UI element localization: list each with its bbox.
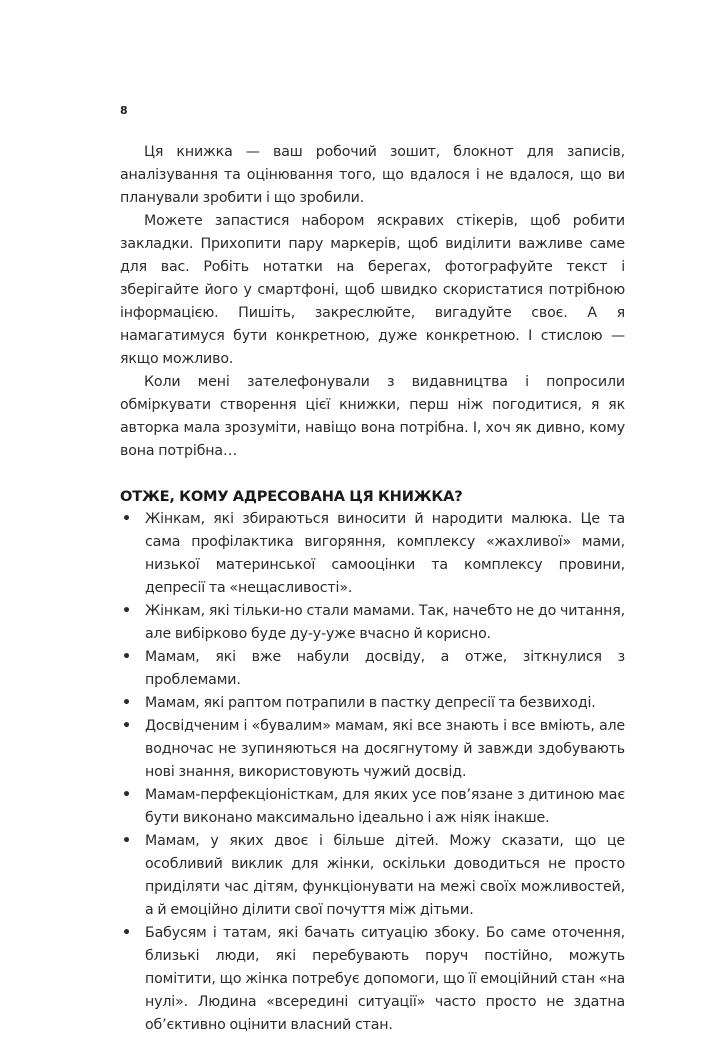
list-item	[120, 830, 625, 922]
list-item-text: Мамам, які вже набули досвіду, а отже, зіткнулися з проблемами.	[145, 649, 625, 688]
bullet-icon: •	[122, 695, 131, 711]
list-item	[120, 692, 625, 715]
page-body	[120, 141, 625, 1037]
list-item	[120, 508, 625, 600]
list-item-text: Жінкам, які збираються виносити й народити малюка. Це та сама профілактика вигоряння, комплексу «жахливої» мами, низької материнської самооцінки та комплексу провини, депресії та «нещасливості».	[145, 511, 625, 596]
list-item-text: Мамам, у яких двоє і більше дітей. Можу сказати, що це особливий виклик для жінки, оскільки доводиться не просто приділяти час дітям, функціонувати на межі своїх можливостей, а й емоційно ділити свої почуття між дітьми.	[145, 833, 625, 918]
list-item-text: Бабусям і татам, які бачать ситуацію збоку. Бо саме оточення, близькі люди, які перебувають поруч постійно, можуть помітити, що жінка потребує допомоги, що її емоційний стан «на нулі». Людина «всередині ситуації» часто просто не здатна об’єктивно оцінити власний стан.	[145, 925, 625, 1033]
paragraph-stickers: Можете запастися набором яскравих стікерів, щоб робити закладки. Прихопити пару маркерів, щоб виділити важливе саме для вас. Робіть нотатки на берегах, фотографуйте текст і зберігайте його у смартфоні, щоб швидко скористатися потрібною інформацією. Пишіть, закреслюйте, вигадуйте своє. А я намагатимуся бути конкретною, дуже конкретною. І стислою — якщо можливо.	[120, 213, 625, 367]
list-item-text: Мамам-перфекціоністкам, для яких усе пов’язане з дитиною має бути виконано максимально ідеально і аж ніяк інакше.	[145, 787, 625, 826]
list-item-text: Мамам, які раптом потрапили в пастку депресії та безвиході.	[145, 695, 596, 711]
list-item	[120, 922, 625, 1037]
bullet-icon: •	[122, 603, 131, 619]
list-item	[120, 600, 625, 646]
bullet-icon: •	[122, 511, 131, 527]
paragraph-publisher: Коли мені зателефонували з видавництва і попросили обміркувати створення цієї книжки, перш ніж погодитися, я як авторка мала зрозуміти, навіщо вона потрібна. І, хоч як дивно, кому вона потрібна…	[120, 374, 625, 459]
list-item-text: Досвідченим і «бувалим» мамам, які все знають і все вміють, але водночас не зупиняються на досягнутому й завжди здобувають нові знання, використовують чужий досвід.	[145, 718, 625, 780]
list-item	[120, 646, 625, 692]
bullet-icon: •	[122, 718, 131, 734]
list-item-text: Жінкам, які тільки-но стали мамами. Так, начебто не до читання, але вибірково буде ду-у-уже вчасно й корисно.	[145, 603, 625, 642]
page-number: 8	[120, 104, 128, 117]
section-heading: ОТЖЕ, КОМУ АДРЕСОВАНА ЦЯ КНИЖКА?	[120, 488, 463, 505]
bullet-icon: •	[122, 833, 131, 849]
paragraph-intro: Ця книжка — ваш робочий зошит, блокнот для записів, аналізування та оцінювання того, що вдалося і не вдалося, що ви планували зробити і що зробили.	[120, 144, 625, 206]
bullet-icon: •	[122, 787, 131, 803]
list-item	[120, 715, 625, 784]
list-item	[120, 784, 625, 830]
bullet-icon: •	[122, 649, 131, 665]
audience-list	[120, 508, 625, 1037]
bullet-icon: •	[122, 925, 131, 941]
